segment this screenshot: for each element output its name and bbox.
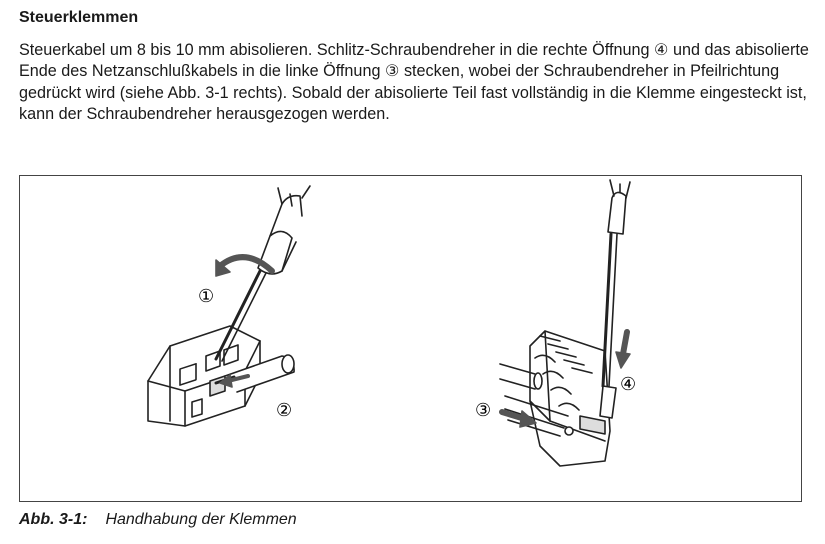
figure-caption	[19, 511, 297, 529]
marker-3: ③	[475, 400, 492, 421]
marker-1: ①	[198, 286, 215, 307]
marker-2: ②	[276, 400, 293, 421]
terminal-illustration	[20, 176, 803, 503]
figure-frame	[19, 175, 802, 502]
section-heading: Steuerklemmen	[19, 9, 139, 26]
right-terminal-block	[530, 331, 610, 466]
marker-4: ④	[620, 374, 637, 395]
caption-text: Handhabung der Klemmen	[105, 511, 297, 528]
instruction-paragraph: Steuerkabel um 8 bis 10 mm abisolieren. Schlitz-Schraubendreher in die rechte Öffnung ④ und das abisolierte Ende des Netzanschlußkabels in die linke Öffnung ③ stecken, wobei der Schraubendreher in Pfeilrichtung gedrückt wird (siehe Abb. 3-1 rechts). Sobald der abisolierte Teil fast vollständig in die Klemme eingesteckt ist, kann der Schraubendreher herausgezogen werden.	[19, 41, 809, 124]
caption-label: Abb. 3-1:	[19, 511, 88, 528]
